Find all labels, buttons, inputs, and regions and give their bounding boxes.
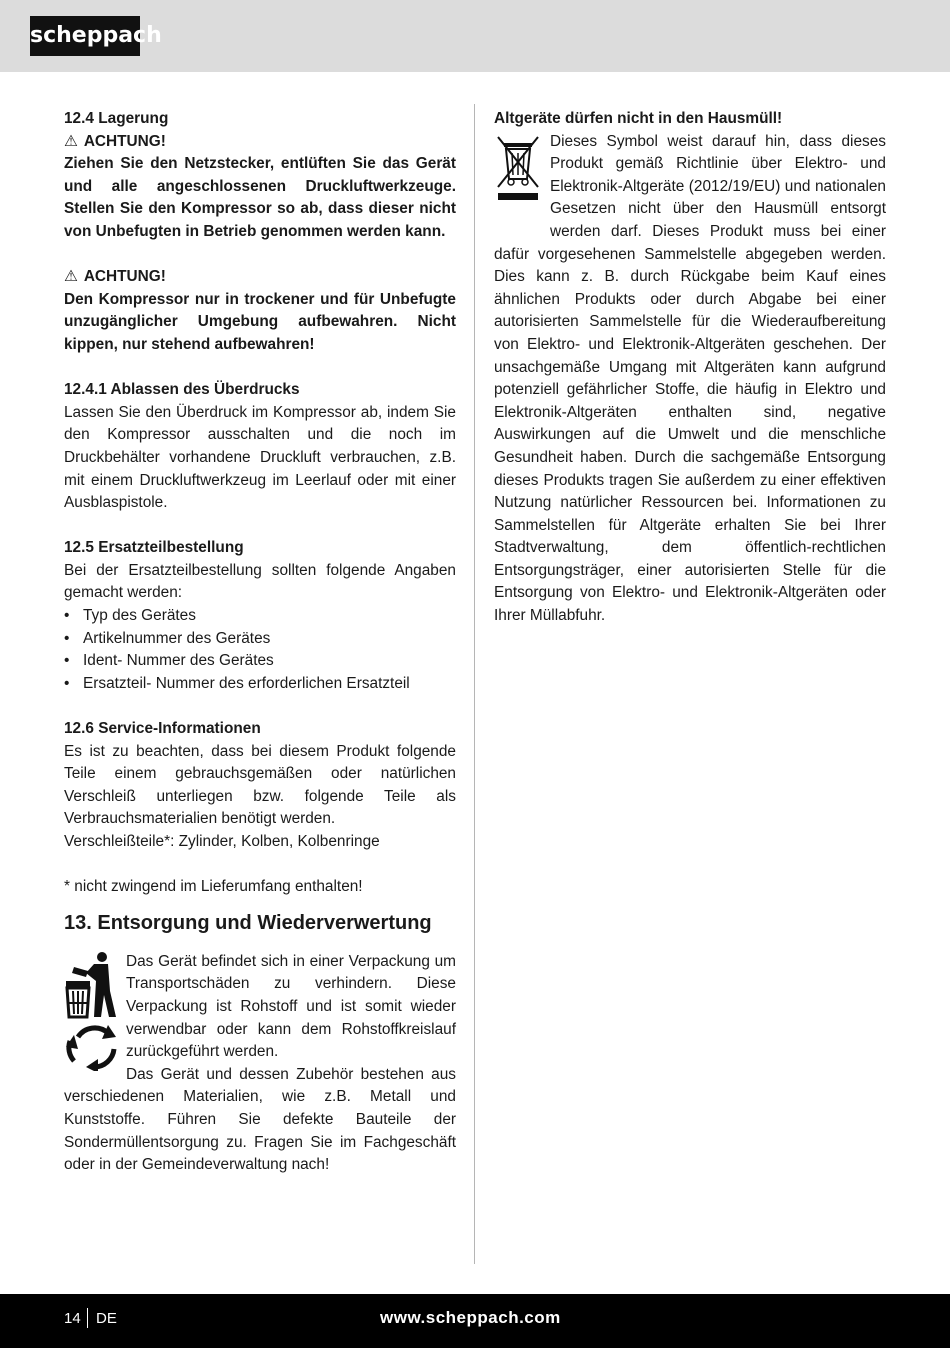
column-divider <box>474 104 475 1264</box>
list-item: • Typ des Gerätes <box>64 605 456 628</box>
section-12-5-text: Bei der Ersatzteilbestellung sollten folgende Angaben gemacht werden: <box>64 561 456 602</box>
warning-2-text: Den Kompressor nur in trockener und für Unbefugte unzugänglicher Umgebung aufbewahren. Nicht kippen, nur stehend aufbewahren! <box>64 290 456 353</box>
page-language: DE <box>96 1310 117 1327</box>
brand-logo: scheppach <box>30 16 140 56</box>
page-header <box>0 0 950 72</box>
left-column <box>64 108 456 1177</box>
warning-triangle-icon: ⚠ <box>64 132 78 150</box>
section-12-4-title: 12.4 Lagerung <box>64 110 169 127</box>
section-13-title: 13. Entsorgung und Wiederverwertung <box>64 911 432 934</box>
website-link[interactable]: www.scheppach.com <box>380 1308 561 1327</box>
footer-divider <box>87 1308 88 1328</box>
warning-1-label: ⚠ ACHTUNG! <box>64 131 456 154</box>
warning-2-label: ⚠ ACHTUNG! <box>64 266 456 289</box>
section-12-5-title: 12.5 Ersatzteilbestellung <box>64 539 244 557</box>
section-13-text-1: Das Gerät befindet sich in einer Verpackung um Transportschäden zu verhindern. Diese Verpackung ist Rohstoff und ist somit wieder verwendbar oder kann dem Rohstoffkreislauf zurückgeführt werden. <box>126 952 456 1061</box>
spare-part-list <box>64 605 456 695</box>
crossed-out-bin-icon <box>494 131 544 227</box>
weee-title: Altgeräte dürfen nicht in den Hausmüll! <box>494 110 783 127</box>
list-item: • Ident- Nummer des Gerätes <box>64 650 456 673</box>
warning-1-text: Ziehen Sie den Netzstecker, entlüften Sie das Gerät und alle angeschlossenen Druckluftwerkzeuge. Stellen Sie den Kompressor so ab, dass dieser nicht von Unbefugten in Betrieb genommen werden kann. <box>64 155 456 240</box>
page-footer <box>0 1294 950 1348</box>
section-12-4-1-title: 12.4.1 Ablassen des Überdrucks <box>64 381 300 399</box>
right-column <box>494 108 886 628</box>
section-12-6-title: 12.6 Service-Informationen <box>64 720 261 738</box>
list-item: • Ersatzteil- Nummer des erforderlichen Ersatzteil <box>64 673 456 696</box>
footnote: * nicht zwingend im Lieferumfang enthalten! <box>64 878 363 896</box>
list-item: • Artikelnummer des Gerätes <box>64 628 456 651</box>
warning-triangle-icon: ⚠ <box>64 268 78 286</box>
section-12-6-text: Es ist zu beachten, dass bei diesem Produkt folgende Teile einem gebrauchsgemäßen oder natürlichen Verschleiß unterliegen bzw. folgende Teile als Verbrauchsmaterialien benötigt werden. <box>64 742 456 828</box>
recycling-icon <box>64 1023 120 1071</box>
section-12-4-1-text: Lassen Sie den Überdruck im Kompressor ab, indem Sie den Kompressor ausschalten und die noch im Druckbehälter vorhandene Druckluft verbrauchen, z.B. mit einem Druckluftwerkzeug im Leerlauf oder mit einer Ausblaspistole. <box>64 403 456 512</box>
page-number: 14 <box>64 1310 81 1327</box>
wear-parts-text: Verschleißteile*: Zylinder, Kolben, Kolbenringe <box>64 833 380 850</box>
section-13-text-2: Das Gerät und dessen Zubehör bestehen aus verschiedenen Materialien, wie z.B. Metall und Kunststoffe. Führen Sie defekte Bauteile der Sondermüllentsorgung zu. Fragen Sie im Fachgeschäft oder in der Gemeindeverwaltung nach! <box>64 1065 456 1174</box>
weee-icon-wrap <box>494 131 544 227</box>
weee-text: Dieses Symbol weist darauf hin, dass dieses Produkt gemäß Richtlinie über Elektro- und Elektronik-Altgeräte (2012/19/EU) und nationalen Gesetzen nicht über den Hausmüll entsorgt werden darf. Dieses Produkt muss bei einer dafür vorgesehenen Sammelstelle abgegeben werden. Dies kann z. B. durch Rückgabe beim Kauf eines ähnlichen Produkts oder durch Abgabe bei einer autorisierten Sammelstelle für die Wiederaufbereitung von Elektro- und Elektronik-Altgeräten geschehen. Der unsachgemäße Umgang mit Altgeräten kann aufgrund potenziell gefährlicher Stoffe, die häufig in Elektro und Elektronik-Altgeräten enthalten sind, negative Auswirkungen auf die Umwelt und die menschliche Gesundheit haben. Durch die sachgemäße Entsorgung dieses Produkts tragen Sie außerdem zu einer effektiven Nutzung natürlicher Ressourcen bei. Informationen zu Sammelstellen für Altgeräte erhalten Sie bei Ihrer Stadtverwaltung, dem öffentlich-rechtlichen Entsorgungsträger, einer autorisierten Stelle für die Entsorgung von Elektro- und Elektronik-Altgeräten oder Ihrer Müllabfuhr. <box>494 132 886 625</box>
